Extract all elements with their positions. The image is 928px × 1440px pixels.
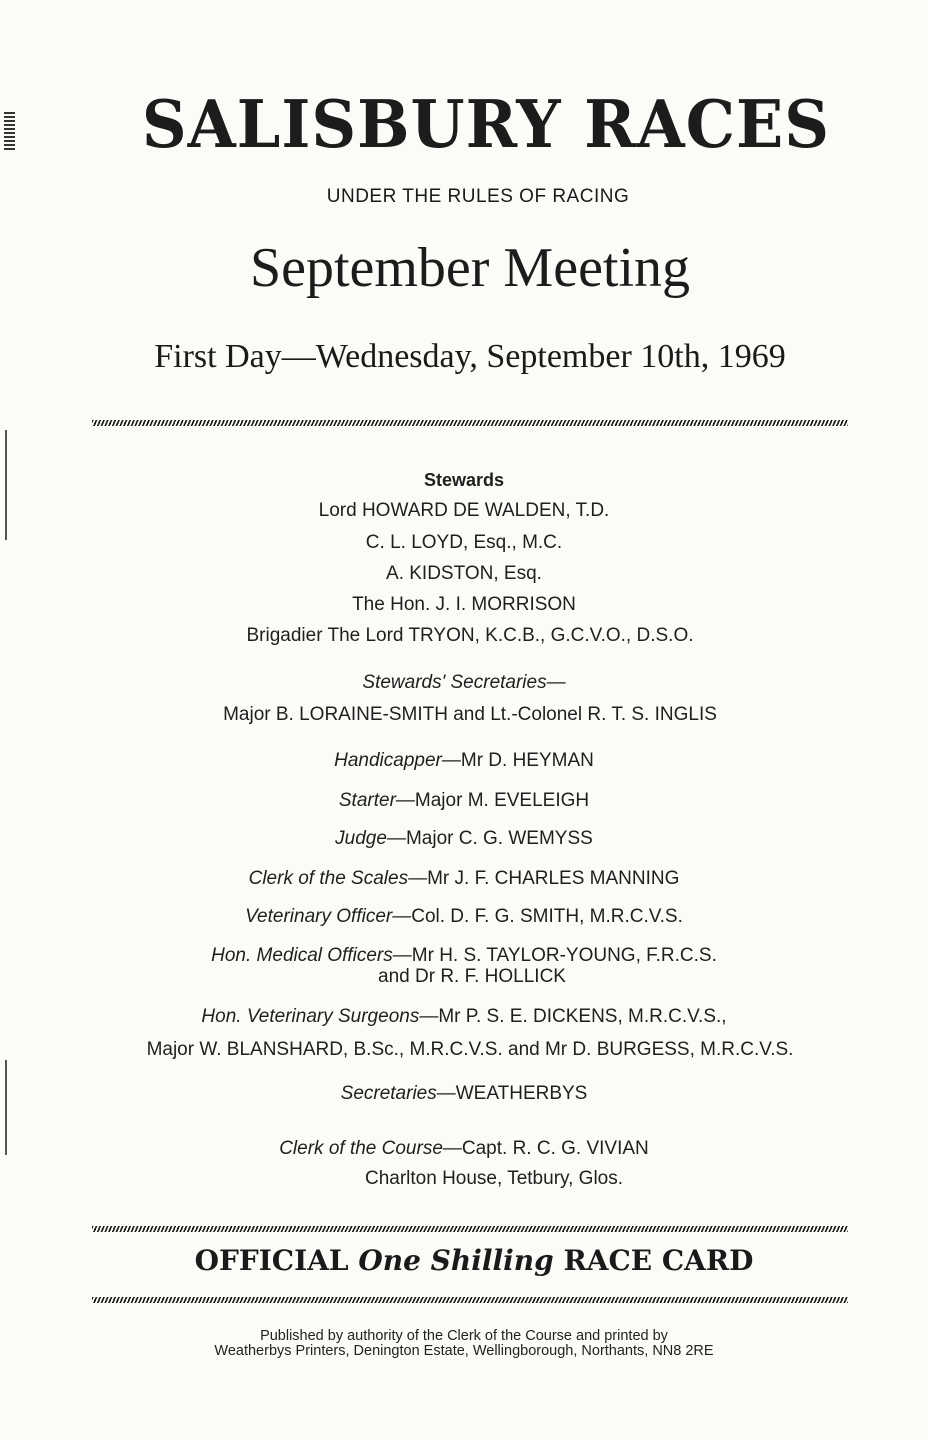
vet-surgeons-value-2: Major W. BLANSHARD, B.Sc., M.R.C.V.S. and Mr D. BURGESS, M.R.C.V.S.: [146, 1039, 794, 1060]
stewards-secretaries-title: Stewards' Secretaries—: [362, 672, 566, 693]
divider-rule-bottom: [92, 1297, 848, 1303]
starter-label: Starter—: [338, 790, 415, 811]
steward-name: Lord HOWARD DE WALDEN, T.D.: [318, 500, 610, 521]
judge-label: Judge—: [335, 828, 406, 849]
starter-line: [0, 790, 928, 812]
steward-name: C. L. LOYD, Esq., M.C.: [365, 532, 563, 553]
medical-officers-label: Hon. Medical Officers—: [211, 945, 412, 966]
steward-name: Brigadier The Lord TRYON, K.C.B., G.C.V.O., D.S.O.: [246, 625, 694, 646]
secretaries-line: [0, 1083, 928, 1105]
medical-officers-value: Mr H. S. TAYLOR-YOUNG, F.R.C.S.: [411, 945, 717, 966]
subtitle: UNDER THE RULES OF RACING: [326, 186, 630, 207]
judge-value: Major C. G. WEMYSS: [405, 828, 593, 849]
handicapper-label: Handicapper—: [334, 750, 461, 771]
judge-line: [0, 828, 928, 850]
vet-officer-value: Col. D. F. G. SMITH, M.R.C.V.S.: [411, 906, 683, 927]
handicapper-line: [0, 750, 928, 772]
secretaries-label: Secretaries—: [340, 1083, 456, 1104]
race-card-word: RACE CARD: [563, 1244, 754, 1277]
vet-surgeons-value: Mr P. S. E. DICKENS, M.R.C.V.S.,: [438, 1006, 727, 1027]
meeting-date: First Day—Wednesday, September 10th, 1969: [154, 338, 786, 375]
vet-officer-line: [0, 906, 928, 928]
clerk-line: [0, 1138, 928, 1160]
vet-surgeons-label: Hon. Veterinary Surgeons—: [201, 1006, 439, 1027]
handicapper-value: Mr D. HEYMAN: [460, 750, 594, 771]
price-text: One Shilling: [358, 1244, 554, 1277]
clerk-label: Clerk of the Course—: [279, 1138, 462, 1159]
stewards-heading: Stewards: [423, 470, 505, 490]
official-race-card-banner: [10, 1244, 928, 1277]
medical-officers-line: [0, 945, 928, 967]
official-word: OFFICIAL: [194, 1244, 349, 1277]
publisher-line-1: Published by authority of the Clerk of the Course and printed by: [260, 1328, 668, 1344]
divider-rule-top: [92, 420, 848, 426]
publisher-line-2: Weatherbys Printers, Denington Estate, Wellingborough, Northants, NN8 2RE: [214, 1343, 714, 1359]
page-title: SALISBURY RACES: [141, 86, 831, 163]
medical-officers-value-2: and Dr R. F. HOLLICK: [378, 966, 566, 987]
divider-rule-middle: [92, 1226, 848, 1232]
clerk-address: Charlton House, Tetbury, Glos.: [364, 1168, 624, 1189]
secretaries-value: WEATHERBYS: [455, 1083, 588, 1104]
starter-value: Major M. EVELEIGH: [414, 790, 590, 811]
binding-mark: [4, 112, 15, 152]
scales-value: Mr J. F. CHARLES MANNING: [427, 868, 680, 889]
meeting-title: September Meeting: [249, 237, 691, 299]
clerk-value: Capt. R. C. G. VIVIAN: [461, 1138, 649, 1159]
vet-officer-label: Veterinary Officer—: [245, 906, 412, 927]
vet-surgeons-line: [0, 1006, 928, 1028]
stewards-secretaries-value: Major B. LORAINE-SMITH and Lt.-Colonel R. T. S. INGLIS: [223, 704, 717, 725]
stewards-secretaries-label: [0, 672, 928, 694]
scales-label: Clerk of the Scales—: [248, 868, 428, 889]
steward-name: A. KIDSTON, Esq.: [386, 563, 542, 584]
steward-name: The Hon. J. I. MORRISON: [352, 594, 576, 615]
scales-line: [0, 868, 928, 890]
